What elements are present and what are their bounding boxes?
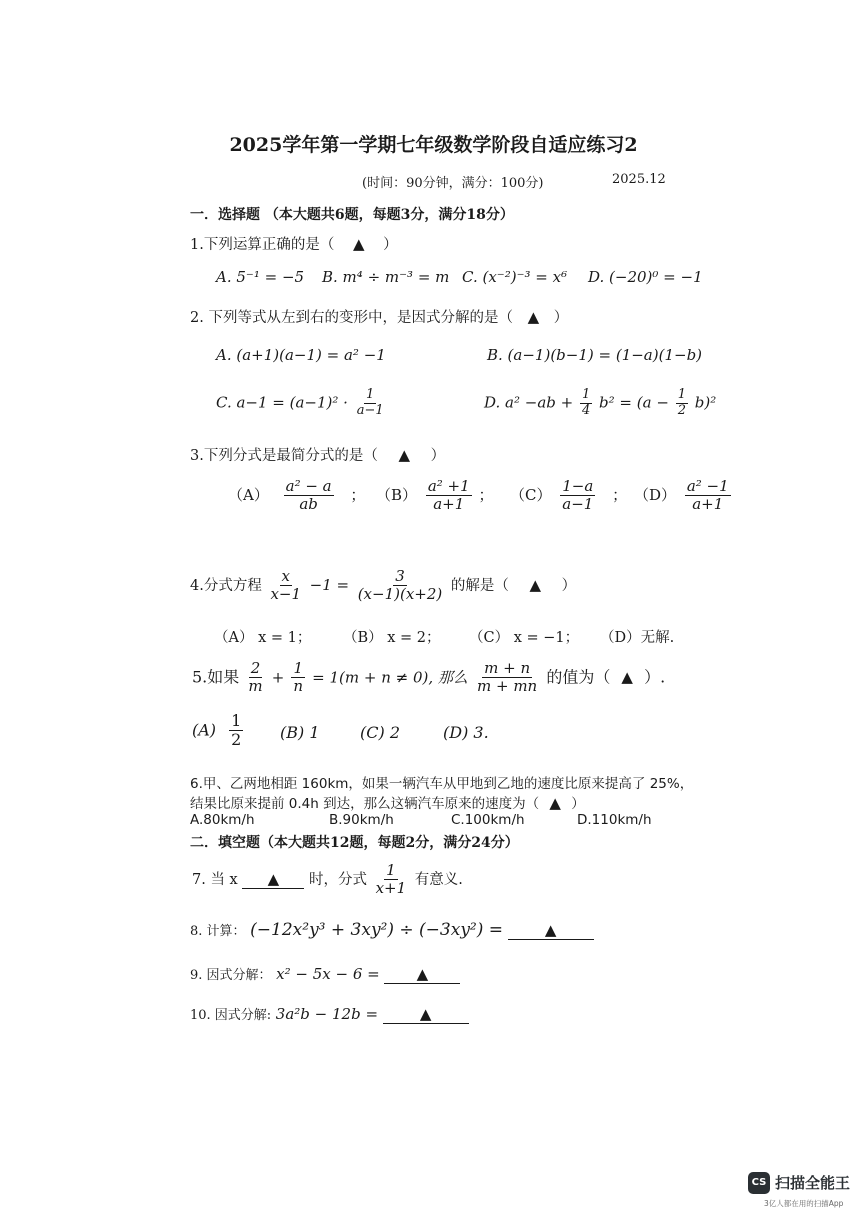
question-4-close: ） bbox=[561, 577, 577, 594]
q2-option-a: A. (a+1)(a−1) = a² −1 bbox=[216, 346, 386, 364]
answer-triangle-icon: ▲ bbox=[529, 575, 542, 594]
q4-fraction-2 bbox=[356, 568, 445, 604]
fraction-numerator: 1 bbox=[581, 387, 591, 402]
fraction-denominator: 4 bbox=[581, 402, 591, 418]
q2-option-d-fraction-1 bbox=[580, 388, 592, 419]
fraction-denominator: n bbox=[293, 677, 304, 696]
q5-option-a bbox=[192, 712, 245, 750]
q5-fraction-2 bbox=[291, 660, 305, 696]
q2-option-d-middle: b² = (a − bbox=[599, 393, 669, 412]
q4-option-c: （C） x = −1； bbox=[469, 630, 580, 646]
question-7-pre: 7. 当 x bbox=[192, 871, 238, 888]
q4-option-d: （D）无解. bbox=[600, 630, 675, 646]
fraction-numerator: 3 bbox=[395, 567, 405, 585]
answer-triangle-icon: ▲ bbox=[398, 446, 410, 464]
q2-option-c bbox=[216, 388, 388, 419]
question-4-pre: 4.分式方程 bbox=[190, 577, 262, 594]
exam-date: 2025.12 bbox=[612, 172, 666, 187]
q5-plus: + bbox=[271, 668, 285, 687]
q5-middle: = 1(m + n ≠ 0), 那么 bbox=[312, 668, 468, 687]
q6-option-d: D.110km/h bbox=[577, 812, 652, 828]
q4-option-b: （B） x = 2； bbox=[343, 630, 441, 646]
answer-triangle-icon: ▲ bbox=[416, 965, 429, 983]
fraction-denominator: m + mn bbox=[477, 677, 538, 696]
q4-middle: −1 = bbox=[309, 575, 350, 594]
question-7 bbox=[192, 862, 463, 898]
q6-option-c: C.100km/h bbox=[451, 812, 525, 828]
answer-blank[interactable] bbox=[384, 965, 460, 984]
answer-triangle-icon: ▲ bbox=[549, 794, 561, 812]
question-2-close: ） bbox=[553, 310, 569, 326]
q3-option-b-fraction bbox=[426, 478, 472, 514]
fraction-numerator: 2 bbox=[250, 659, 261, 677]
q5-option-b: (B) 1 bbox=[280, 723, 320, 742]
section-fill-heading: 二．填空题（本大题共12题，每题2分，满分24分） bbox=[190, 835, 519, 851]
fraction-numerator: a² +1 bbox=[427, 477, 470, 495]
section-choice-heading: 一．选择题 （本大题共6题，每题3分，满分18分） bbox=[190, 207, 514, 223]
answer-blank[interactable] bbox=[383, 1005, 469, 1024]
q2-option-d bbox=[484, 388, 716, 419]
q2-option-c-text: C. a−1 = (a−1)² · bbox=[216, 393, 348, 412]
q3-option-b bbox=[376, 478, 493, 514]
question-5 bbox=[192, 660, 665, 696]
fraction-numerator: m + n bbox=[484, 659, 531, 677]
q7-fraction bbox=[374, 862, 409, 898]
question-1 bbox=[190, 233, 398, 254]
option-separator: ； bbox=[350, 485, 366, 504]
answer-triangle-icon: ▲ bbox=[419, 1005, 432, 1023]
fraction-denominator: 2 bbox=[677, 402, 686, 418]
scanner-brand: 扫描全能王 bbox=[775, 1174, 851, 1192]
fraction-denominator: x+1 bbox=[375, 879, 407, 898]
q3-option-d-fraction bbox=[685, 478, 731, 514]
option-separator: ； bbox=[478, 485, 494, 504]
q5-option-c: (C) 2 bbox=[360, 723, 400, 742]
question-10 bbox=[190, 1004, 469, 1024]
question-2-stem: 2. 下列等式从左到右的变形中，是因式分解的是（ bbox=[190, 310, 513, 326]
question-5-pre: 5.如果 bbox=[192, 667, 240, 687]
question-8 bbox=[190, 920, 594, 940]
q3-option-d bbox=[634, 478, 733, 514]
fraction-numerator: a² − a bbox=[285, 477, 332, 495]
fraction-numerator: 1 bbox=[366, 387, 375, 402]
option-label: （D） bbox=[634, 485, 677, 504]
q2-option-c-fraction bbox=[355, 388, 386, 419]
fraction-denominator: a−1 bbox=[562, 495, 594, 514]
scanner-tagline: 3亿人都在用的扫描App bbox=[764, 1199, 844, 1208]
fraction-numerator: 1 bbox=[293, 659, 303, 677]
fraction-denominator: 2 bbox=[231, 730, 242, 750]
q2-option-d-end: b)² bbox=[694, 393, 717, 412]
option-label: (A) bbox=[192, 720, 217, 740]
answer-blank[interactable] bbox=[242, 870, 304, 889]
option-separator: ； bbox=[612, 485, 628, 504]
question-3-close: ） bbox=[430, 448, 446, 464]
question-7-mid: 时，分式 bbox=[308, 871, 367, 888]
answer-triangle-icon: ▲ bbox=[544, 921, 557, 939]
q4-fraction-1 bbox=[268, 568, 303, 604]
q3-option-a-fraction bbox=[284, 478, 334, 514]
fraction-numerator: 1 bbox=[386, 861, 396, 879]
question-6-close: ） bbox=[571, 796, 585, 812]
scanner-logo-icon: CS bbox=[748, 1172, 770, 1194]
fraction-denominator: x−1 bbox=[270, 585, 302, 604]
answer-triangle-icon: ▲ bbox=[352, 235, 365, 253]
question-3 bbox=[190, 444, 445, 465]
question-6-line-2 bbox=[190, 792, 585, 812]
question-9-pre: 9. 因式分解： bbox=[190, 968, 272, 983]
q1-option-c: C. (x⁻²)⁻³ = x⁶ bbox=[462, 268, 568, 286]
question-8-expression: (−12x²y³ + 3xy²) ÷ (−3xy²) = bbox=[250, 920, 504, 940]
q2-option-d-fraction-2 bbox=[676, 388, 688, 419]
fraction-denominator: a+1 bbox=[433, 495, 465, 514]
question-8-pre: 8. 计算： bbox=[190, 924, 246, 939]
q5-option-d: (D) 3. bbox=[443, 723, 489, 742]
question-6-line-1: 6.甲、乙两地相距 160km，如果一辆汽车从甲地到乙地的速度比原来提高了 25%， bbox=[190, 776, 694, 792]
q1-option-a: A. 5⁻¹ = −5 bbox=[216, 268, 305, 286]
q5-option-a-fraction bbox=[229, 712, 243, 750]
fraction-denominator: a+1 bbox=[692, 495, 724, 514]
q2-option-d-text: D. a² −ab + bbox=[484, 393, 574, 412]
fraction-numerator: x bbox=[281, 567, 290, 585]
answer-triangle-icon: ▲ bbox=[267, 869, 280, 888]
fraction-numerator: 1−a bbox=[562, 477, 594, 495]
option-label: （B） bbox=[376, 485, 418, 504]
option-label: （C） bbox=[510, 485, 552, 504]
fraction-denominator: (x−1)(x+2) bbox=[357, 585, 443, 604]
question-5-close: ）. bbox=[644, 667, 666, 687]
question-1-stem: 1.下列运算正确的是（ bbox=[190, 237, 335, 253]
question-1-close: ） bbox=[383, 237, 398, 253]
question-9 bbox=[190, 964, 460, 984]
exam-title: 2025学年第一学期七年级数学阶段自适应练习2 bbox=[229, 134, 638, 156]
q3-option-a bbox=[228, 478, 365, 514]
q3-option-c bbox=[510, 478, 627, 514]
answer-triangle-icon: ▲ bbox=[621, 668, 633, 687]
question-5-post: 的值为（ bbox=[546, 667, 611, 687]
fraction-numerator: a² −1 bbox=[686, 477, 729, 495]
question-9-expression: x² − 5x − 6 = bbox=[276, 965, 380, 983]
question-4 bbox=[190, 568, 576, 604]
q6-option-b: B.90km/h bbox=[329, 812, 394, 828]
q3-option-c-fraction bbox=[560, 478, 595, 514]
q1-option-d: D. (−20)⁰ = −1 bbox=[588, 268, 703, 286]
fraction-denominator: a−1 bbox=[356, 402, 384, 418]
q4-option-a: （A） x = 1； bbox=[214, 630, 312, 646]
question-3-stem: 3.下列分式是最简分式的是（ bbox=[190, 448, 378, 464]
question-10-pre: 10. 因式分解: bbox=[190, 1008, 272, 1023]
q5-fraction-1 bbox=[246, 660, 264, 696]
q6-option-a: A.80km/h bbox=[190, 812, 255, 828]
answer-blank[interactable] bbox=[508, 921, 594, 940]
q1-option-b: B. m⁴ ÷ m⁻³ = m bbox=[322, 268, 450, 286]
fraction-numerator: 1 bbox=[677, 387, 686, 402]
question-6-stem: 结果比原来提前 0.4h 到达，那么这辆汽车原来的速度为（ bbox=[190, 796, 540, 812]
fraction-denominator: ab bbox=[299, 495, 318, 514]
question-10-expression: 3a²b − 12b = bbox=[275, 1005, 379, 1023]
question-7-post: 有意义. bbox=[414, 871, 463, 888]
answer-triangle-icon: ▲ bbox=[527, 308, 540, 326]
q5-fraction-3 bbox=[475, 660, 539, 696]
option-label: （A） bbox=[228, 485, 269, 504]
question-2 bbox=[190, 306, 568, 327]
q2-option-b: B. (a−1)(b−1) = (1−a)(1−b) bbox=[487, 346, 703, 364]
fraction-denominator: m bbox=[248, 677, 263, 696]
question-4-post: 的解是（ bbox=[450, 577, 509, 594]
exam-subtitle: (时间：90分钟，满分：100分) bbox=[362, 176, 544, 191]
fraction-numerator: 1 bbox=[231, 711, 242, 730]
